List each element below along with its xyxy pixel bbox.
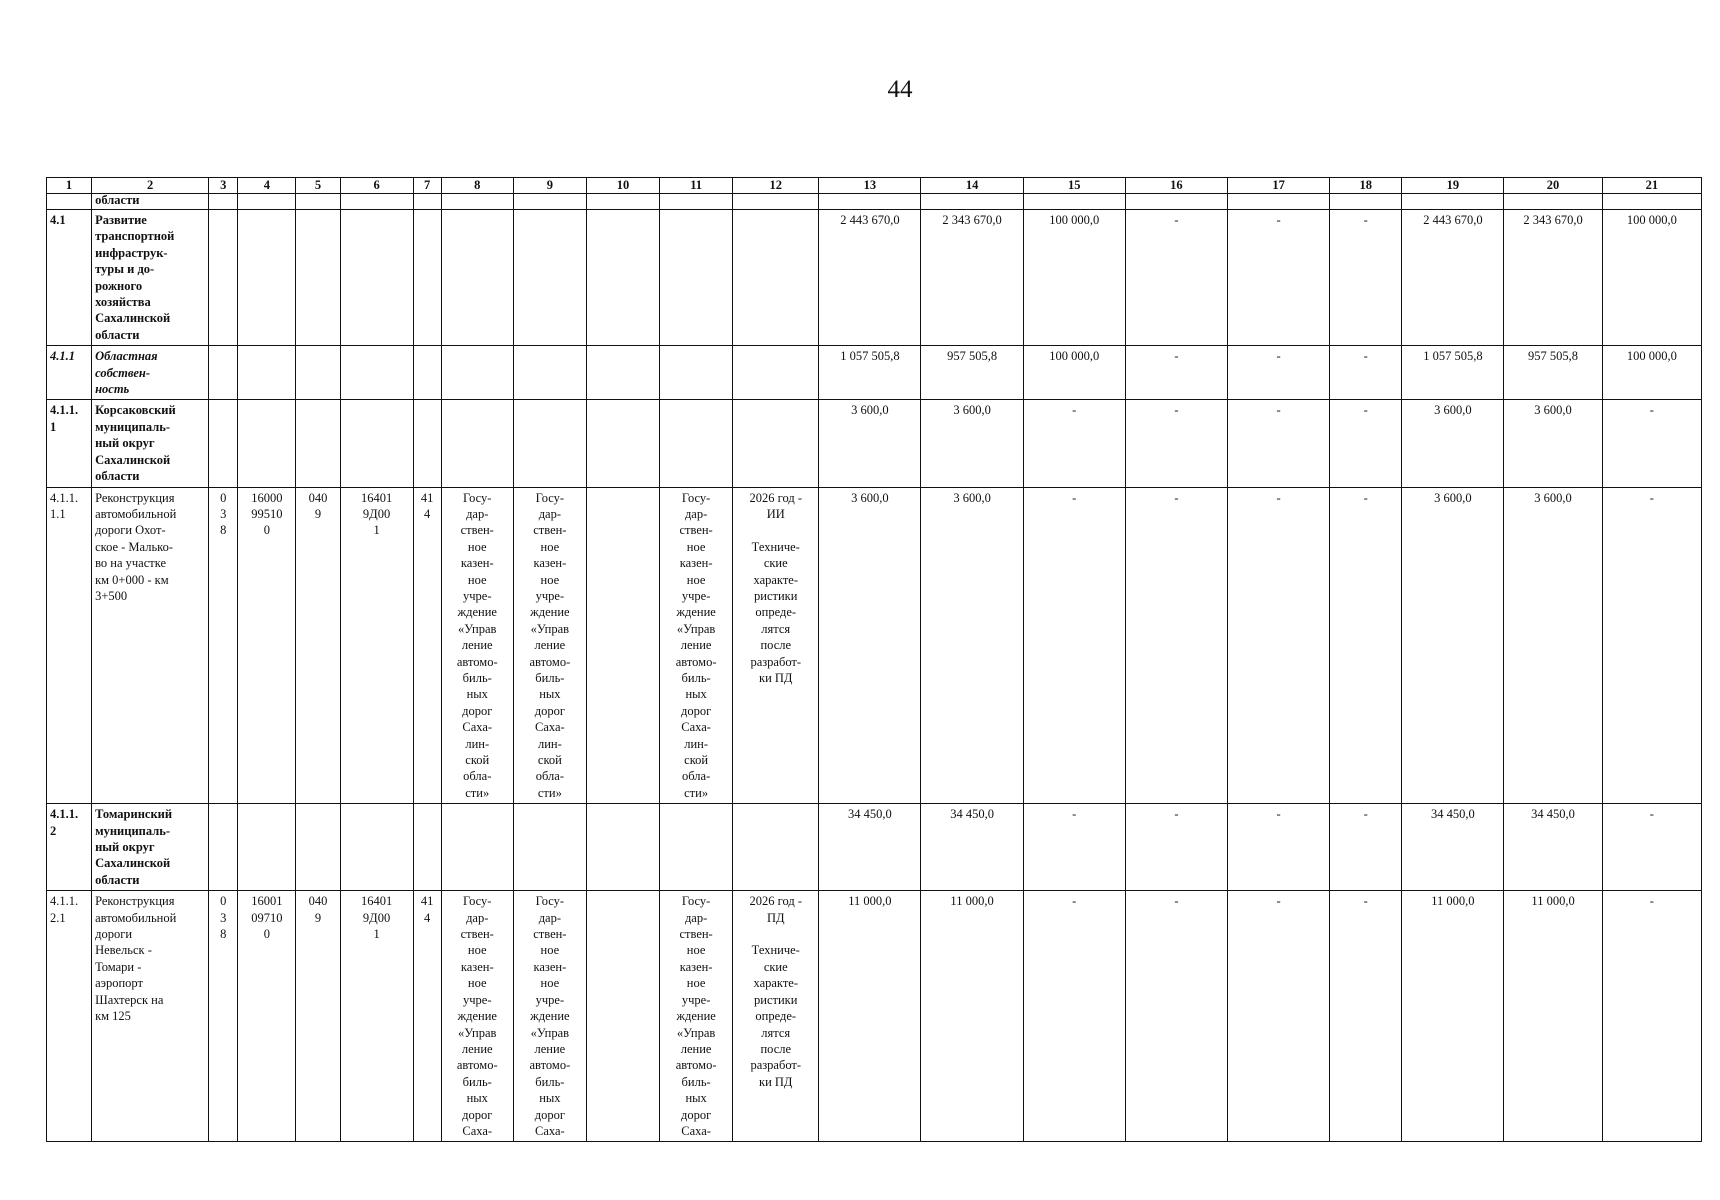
kbk-target: [238, 804, 296, 891]
amount-16: -: [1125, 487, 1227, 804]
amount-13: 1 057 505,8: [819, 346, 921, 400]
amount-16: -: [1125, 346, 1227, 400]
column-number: 20: [1504, 178, 1602, 194]
amount-14: 11 000,0: [921, 891, 1023, 1142]
amount-14: 34 450,0: [921, 804, 1023, 891]
amount-18: -: [1330, 346, 1402, 400]
developer-org: [513, 346, 586, 400]
amount-18: -: [1330, 210, 1402, 346]
amount-17: -: [1228, 891, 1330, 1142]
developer-org: Госу- дар- ствен- ное казен- ное учре- ждение «Управ ление автомо- биль- ных дорог Саха-: [513, 891, 586, 1142]
kbk-code: [340, 210, 413, 346]
column-number: 12: [733, 178, 819, 194]
row-name: Корсаковский муниципаль- ный округ Сахалинской области: [92, 400, 209, 487]
kbk-section: [296, 346, 340, 400]
builder-org: [660, 210, 733, 346]
carry-over-text: области: [92, 194, 209, 210]
kbk-ministry: [209, 804, 238, 891]
column-number: 8: [441, 178, 513, 194]
kbk-expense-type: [413, 400, 441, 487]
empty-cell: [586, 891, 659, 1142]
kbk-target: 16001 09710 0: [238, 891, 296, 1142]
amount-18: -: [1330, 804, 1402, 891]
table-row: [47, 346, 1702, 400]
amount-14: 3 600,0: [921, 400, 1023, 487]
customer-org: [441, 210, 513, 346]
kbk-ministry: [209, 346, 238, 400]
column-number: 5: [296, 178, 340, 194]
kbk-target: 16000 99510 0: [238, 487, 296, 804]
kbk-code: [340, 804, 413, 891]
row-number: 4.1: [47, 210, 92, 346]
characteristics: [733, 400, 819, 487]
kbk-target: [238, 400, 296, 487]
empty-cell: [586, 487, 659, 804]
builder-org: [660, 400, 733, 487]
amount-21: -: [1602, 400, 1701, 487]
column-number: 15: [1023, 178, 1125, 194]
amount-13: 11 000,0: [819, 891, 921, 1142]
row-number: 4.1.1. 2.1: [47, 891, 92, 1142]
row-number: 4.1.1. 2: [47, 804, 92, 891]
column-number: 3: [209, 178, 238, 194]
builder-org: Госу- дар- ствен- ное казен- ное учре- ждение «Управ ление автомо- биль- ных дорог Саха-: [660, 891, 733, 1142]
table-body: [47, 210, 1702, 1142]
column-number: 11: [660, 178, 733, 194]
amount-14: 957 505,8: [921, 346, 1023, 400]
amount-20: 3 600,0: [1504, 400, 1602, 487]
kbk-ministry: [209, 210, 238, 346]
amount-17: -: [1228, 487, 1330, 804]
characteristics: [733, 210, 819, 346]
kbk-code: 16401 9Д00 1: [340, 487, 413, 804]
column-number: 18: [1330, 178, 1402, 194]
row-name: Областная собствен- ность: [92, 346, 209, 400]
kbk-expense-type: [413, 210, 441, 346]
table-row: [47, 891, 1702, 1142]
customer-org: [441, 346, 513, 400]
row-name: Реконструкция автомобильной дороги Невельск - Томари - аэропорт Шахтерск на км 125: [92, 891, 209, 1142]
table-row: [47, 400, 1702, 487]
amount-18: -: [1330, 891, 1402, 1142]
row-number: 4.1.1. 1: [47, 400, 92, 487]
kbk-section: 040 9: [296, 487, 340, 804]
table-row: [47, 487, 1702, 804]
column-number: 9: [513, 178, 586, 194]
amount-21: -: [1602, 891, 1701, 1142]
kbk-expense-type: 41 4: [413, 891, 441, 1142]
amount-17: -: [1228, 400, 1330, 487]
developer-org: [513, 400, 586, 487]
amount-16: -: [1125, 891, 1227, 1142]
builder-org: [660, 804, 733, 891]
kbk-section: [296, 400, 340, 487]
amount-14: 3 600,0: [921, 487, 1023, 804]
kbk-expense-type: 41 4: [413, 487, 441, 804]
column-number-row: [47, 178, 1702, 194]
kbk-code: [340, 400, 413, 487]
kbk-target: [238, 210, 296, 346]
row-name: Развитие транспортной инфраструк- туры и до- рожного хозяйства Сахалинской области: [92, 210, 209, 346]
budget-table: [46, 177, 1702, 1142]
amount-15: -: [1023, 487, 1125, 804]
characteristics: [733, 346, 819, 400]
kbk-code: [340, 346, 413, 400]
developer-org: Госу- дар- ствен- ное казен- ное учре- ждение «Управ ление автомо- биль- ных дорог Саха- лин- ской обла- сти»: [513, 487, 586, 804]
kbk-section: [296, 210, 340, 346]
customer-org: [441, 804, 513, 891]
kbk-ministry: 0 3 8: [209, 487, 238, 804]
column-number: 16: [1125, 178, 1227, 194]
amount-18: -: [1330, 400, 1402, 487]
amount-21: 100 000,0: [1602, 346, 1701, 400]
column-number: 7: [413, 178, 441, 194]
row-name: Реконструкция автомобильной дороги Охот- ское - Малько- во на участке км 0+000 - км 3+500: [92, 487, 209, 804]
kbk-expense-type: [413, 804, 441, 891]
characteristics: 2026 год - ПД Техниче- ские характе- ристики опреде- лятся после разработ- ки ПД: [733, 891, 819, 1142]
column-number: 21: [1602, 178, 1701, 194]
row-number: 4.1.1: [47, 346, 92, 400]
amount-19: 3 600,0: [1402, 400, 1504, 487]
amount-16: -: [1125, 400, 1227, 487]
developer-org: [513, 210, 586, 346]
empty-cell: [586, 804, 659, 891]
row-number: 4.1.1. 1.1: [47, 487, 92, 804]
customer-org: [441, 400, 513, 487]
empty-cell: [586, 400, 659, 487]
amount-21: -: [1602, 487, 1701, 804]
kbk-section: [296, 804, 340, 891]
amount-14: 2 343 670,0: [921, 210, 1023, 346]
column-number: 4: [238, 178, 296, 194]
amount-15: 100 000,0: [1023, 346, 1125, 400]
amount-15: -: [1023, 891, 1125, 1142]
page-number: 44: [887, 76, 913, 103]
characteristics: [733, 804, 819, 891]
row-name: Томаринский муниципаль- ный округ Сахалинской области: [92, 804, 209, 891]
kbk-ministry: 0 3 8: [209, 891, 238, 1142]
amount-15: 100 000,0: [1023, 210, 1125, 346]
amount-13: 3 600,0: [819, 400, 921, 487]
column-number: 1: [47, 178, 92, 194]
carry-over-row: [47, 194, 1702, 210]
table-row: [47, 804, 1702, 891]
column-number: 17: [1228, 178, 1330, 194]
amount-20: 2 343 670,0: [1504, 210, 1602, 346]
empty-cell: [586, 346, 659, 400]
amount-17: -: [1228, 210, 1330, 346]
builder-org: Госу- дар- ствен- ное казен- ное учре- ждение «Управ ление автомо- биль- ных дорог Саха- лин- ской обла- сти»: [660, 487, 733, 804]
column-number: 2: [92, 178, 209, 194]
amount-19: 1 057 505,8: [1402, 346, 1504, 400]
amount-17: -: [1228, 804, 1330, 891]
amount-20: 34 450,0: [1504, 804, 1602, 891]
column-number: 13: [819, 178, 921, 194]
amount-18: -: [1330, 487, 1402, 804]
kbk-expense-type: [413, 346, 441, 400]
amount-13: 2 443 670,0: [819, 210, 921, 346]
kbk-ministry: [209, 400, 238, 487]
customer-org: Госу- дар- ствен- ное казен- ное учре- ждение «Управ ление автомо- биль- ных дорог Саха-: [441, 891, 513, 1142]
amount-20: 11 000,0: [1504, 891, 1602, 1142]
developer-org: [513, 804, 586, 891]
builder-org: [660, 346, 733, 400]
amount-20: 957 505,8: [1504, 346, 1602, 400]
empty-cell: [586, 210, 659, 346]
amount-13: 3 600,0: [819, 487, 921, 804]
column-number: 14: [921, 178, 1023, 194]
amount-19: 34 450,0: [1402, 804, 1504, 891]
kbk-code: 16401 9Д00 1: [340, 891, 413, 1142]
column-number: 6: [340, 178, 413, 194]
amount-21: 100 000,0: [1602, 210, 1701, 346]
amount-15: -: [1023, 804, 1125, 891]
amount-19: 11 000,0: [1402, 891, 1504, 1142]
amount-15: -: [1023, 400, 1125, 487]
amount-19: 3 600,0: [1402, 487, 1504, 804]
amount-20: 3 600,0: [1504, 487, 1602, 804]
amount-16: -: [1125, 210, 1227, 346]
table-row: [47, 210, 1702, 346]
amount-21: -: [1602, 804, 1701, 891]
amount-17: -: [1228, 346, 1330, 400]
kbk-target: [238, 346, 296, 400]
column-number: 10: [586, 178, 659, 194]
customer-org: Госу- дар- ствен- ное казен- ное учре- ждение «Управ ление автомо- биль- ных дорог Саха- лин- ской обла- сти»: [441, 487, 513, 804]
characteristics: 2026 год - ИИ Техниче- ские характе- ристики опреде- лятся после разработ- ки ПД: [733, 487, 819, 804]
kbk-section: 040 9: [296, 891, 340, 1142]
amount-16: -: [1125, 804, 1227, 891]
column-number: 19: [1402, 178, 1504, 194]
amount-13: 34 450,0: [819, 804, 921, 891]
amount-19: 2 443 670,0: [1402, 210, 1504, 346]
